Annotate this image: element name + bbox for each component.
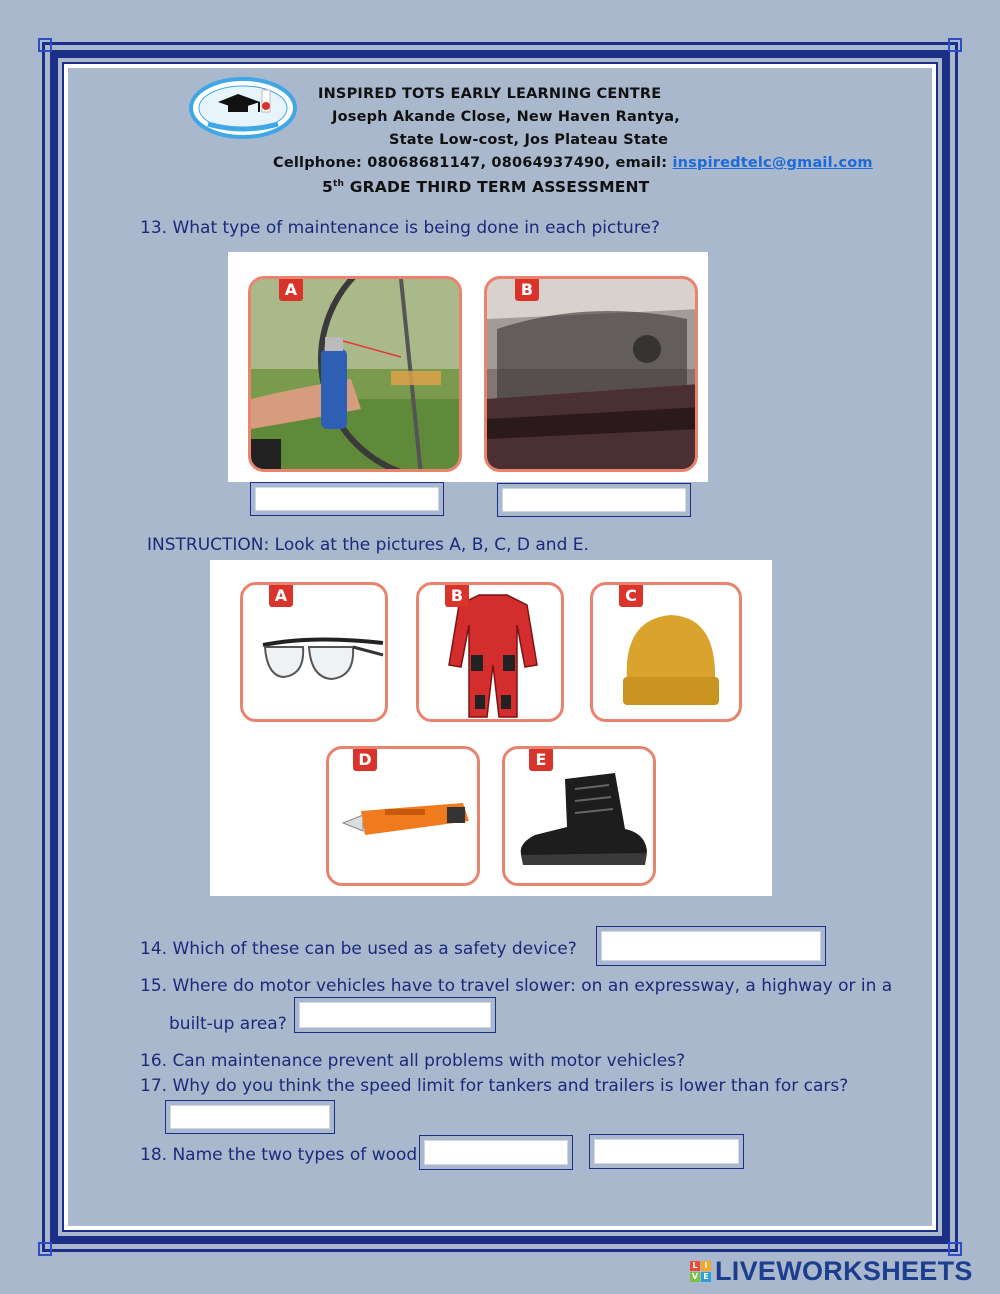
item-card-a (240, 582, 388, 722)
question-14: 14. Which of these can be used as a safety device? (140, 939, 577, 959)
item-tag-b: B (445, 583, 469, 607)
logo-letter-l: L (690, 1261, 700, 1271)
question-15-line1: 15. Where do motor vehicles have to travel slower: on an expressway, a highway or in a (140, 976, 893, 996)
frame-corner-tr (948, 38, 962, 52)
answer-18b-input[interactable] (589, 1134, 744, 1169)
question-16: 16. Can maintenance prevent all problems with motor vehicles? (140, 1051, 686, 1071)
contact-prefix: Cellphone: 08068681147, 08064937490, email: (273, 155, 673, 171)
answer-17-input[interactable] (165, 1100, 335, 1134)
item-tag-d: D (353, 747, 377, 771)
answer-15-input[interactable] (294, 997, 496, 1033)
frame-corner-tl (38, 38, 52, 52)
frame-corner-bl (38, 1242, 52, 1256)
q13-picture-panel (228, 252, 708, 482)
grade-suffix: th (333, 178, 345, 189)
contact-line (273, 155, 873, 171)
q13-picture-a (248, 276, 462, 472)
car-windscreen-icon (487, 279, 698, 472)
utility-knife-icon (329, 749, 480, 886)
school-logo (188, 76, 298, 140)
item-card-e (502, 746, 656, 886)
answer-13a-input[interactable] (250, 482, 444, 516)
logo-letter-e: E (701, 1272, 711, 1282)
question-13: 13. What type of maintenance is being done in each picture? (140, 218, 660, 238)
item-tag-c: C (619, 583, 643, 607)
question-17: 17. Why do you think the speed limit for tankers and trailers is lower than for cars? (140, 1076, 849, 1096)
q13-picture-b (484, 276, 698, 472)
liveworksheets-logo[interactable] (690, 1256, 990, 1286)
logo-letter-v: V (691, 1271, 699, 1281)
assessment-title (322, 178, 649, 196)
email-link[interactable]: inspiredtelc@gmail.com (672, 155, 873, 171)
q13-tag-b: B (515, 277, 539, 301)
school-name: INSPIRED TOTS EARLY LEARNING CENTRE (318, 86, 662, 102)
item-card-d (326, 746, 480, 886)
answer-14-input[interactable] (596, 926, 826, 966)
logo-letter-i: I (701, 1261, 711, 1271)
safety-boot-icon (505, 749, 656, 886)
question-15-line2: built-up area? (169, 1014, 287, 1034)
question-18: 18. Name the two types of wood (140, 1145, 418, 1165)
answer-18a-input[interactable] (419, 1135, 573, 1170)
instruction-text: INSTRUCTION: Look at the pictures A, B, C, D and E. (147, 535, 589, 555)
address-line2: State Low-cost, Jos Plateau State (389, 132, 669, 148)
safety-goggles-icon (243, 585, 388, 722)
grade-number: 5 (322, 178, 333, 196)
coverall-icon (419, 585, 564, 722)
address-line1: Joseph Akande Close, New Haven Rantya, (332, 109, 680, 125)
item-tag-e: E (529, 747, 553, 771)
item-tag-a: A (269, 583, 293, 607)
liveworksheets-wordmark: LIVEWORKSHEETS (715, 1255, 973, 1286)
beanie-hat-icon (593, 585, 742, 722)
grade-title-rest: GRADE THIRD TERM ASSESSMENT (344, 178, 650, 196)
q13-tag-a: A (279, 277, 303, 301)
item-card-c (590, 582, 742, 722)
item-card-b (416, 582, 564, 722)
spray-bicycle-icon (251, 279, 462, 472)
frame-corner-br (948, 1242, 962, 1256)
items-picture-panel (210, 560, 772, 896)
liveworksheets-mark (690, 1261, 711, 1282)
answer-13b-input[interactable] (497, 483, 691, 517)
